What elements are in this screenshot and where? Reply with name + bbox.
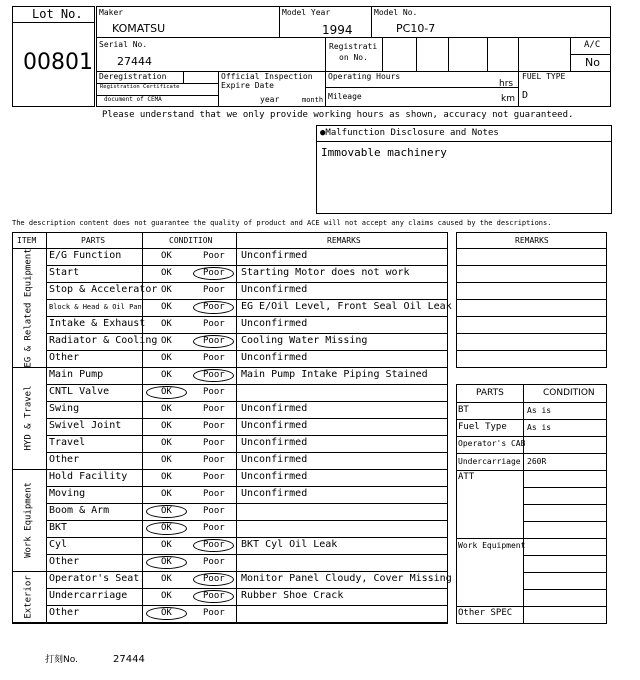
model-year-value: 1994 [322,23,353,37]
remarks-text: Main Pump Intake Piping Stained [241,369,428,380]
remarks-text: Unconfirmed [241,488,308,499]
ok-option: OK [161,302,172,312]
ac-label: A/C [584,40,601,50]
ok-option: OK [161,404,172,414]
poor-option: Poor [203,574,225,584]
stamp-value: 27444 [113,654,145,665]
disclaimer-text: The description content does not guarantee the quality of product and ACE will not accept any claims caused by the descriptions. [12,219,552,227]
part-name: Moving [49,488,86,499]
remarks-text: Monitor Panel Cloudy, Cover Missing [241,573,452,584]
ok-selected-circle [146,556,187,569]
remarks-text: Starting Motor does not work [241,267,410,278]
poor-option: Poor [203,251,225,261]
poor-option: Poor [203,472,225,482]
serial-label: Serial No. [99,40,148,49]
registration-label-1: Registrati [329,42,378,51]
inspection-label-1: Official Inspection [221,72,313,81]
ok-option: OK [161,506,172,516]
part-name: Boom & Arm [49,505,110,516]
poor-option: Poor [203,404,225,414]
right-condition-undercarriage: 260R [527,457,547,466]
ok-option: OK [161,421,172,431]
right-condition-bt: As is [527,406,552,415]
remarks-text: Unconfirmed [241,250,308,261]
model-no-value: PC10-7 [396,22,436,35]
ok-option: OK [161,472,172,482]
remarks-text: EG E/Oil Level, Front Seal Oil Leak [241,301,452,312]
part-name: E/G Function [49,250,122,261]
year-label: year [260,95,280,104]
part-name: Other [49,352,80,363]
ok-option: OK [161,455,172,465]
header-remarks: REMARKS [327,236,361,245]
cema-label: document of CEMA [104,96,162,103]
poor-option: Poor [203,438,225,448]
ok-selected-circle [146,386,187,399]
ok-option: OK [161,370,172,380]
group-label: Exterior [23,574,34,619]
part-name: Other [49,556,80,567]
poor-selected-circle [193,267,234,280]
fuel-type-label: FUEL TYPE [522,72,566,81]
part-name: Cyl [49,539,68,550]
poor-selected-circle [193,539,234,552]
poor-option: Poor [203,591,225,601]
serial-value: 27444 [117,55,152,68]
poor-option: Poor [203,387,225,397]
ok-option: OK [161,353,172,363]
remarks-text: Unconfirmed [241,437,308,448]
poor-selected-circle [193,369,234,382]
right-condition-fuel-type: As is [527,423,552,432]
poor-selected-circle [193,335,234,348]
right-parts-header: PARTS [476,388,504,398]
malfunction-text: Immovable machinery [321,146,447,159]
poor-option: Poor [203,557,225,567]
right-work-equipment-label: Work Equipment [458,541,526,550]
ok-option: OK [161,523,172,533]
part-name: Swing [49,403,80,414]
part-name: Swivel Joint [49,420,122,431]
registration-certificate-label: Registration Certificate [100,84,180,90]
remarks-text: Cooling Water Missing [241,335,368,346]
inspection-label-2: Expire Date [221,81,274,90]
fuel-type-value: D [522,90,529,101]
remarks-text: Unconfirmed [241,454,308,465]
maker-label: Maker [99,8,124,17]
part-name: Start [49,267,80,278]
remarks-text: Unconfirmed [241,403,308,414]
group-label: HYD & Travel [23,385,34,451]
part-name: Main Pump [49,369,104,380]
part-name: Undercarriage [49,590,128,601]
mileage-label: Mileage [328,92,362,101]
poor-option: Poor [203,268,225,278]
ok-option: OK [161,574,172,584]
ok-option: OK [161,540,172,550]
hrs-label: hrs [499,79,514,89]
registration-label-2: on No. [339,53,368,62]
ok-option: OK [161,489,172,499]
poor-option: Poor [203,455,225,465]
part-name: Block & Head & Oil Pan [49,303,142,311]
right-part-undercarriage: Undercarriage [458,457,521,466]
part-name: Intake & Exhaust [49,318,146,329]
ok-selected-circle [146,522,187,535]
part-name: Hold Facility [49,471,128,482]
remarks-text: Unconfirmed [241,284,308,295]
model-year-label: Model Year [282,8,331,17]
right-part-operator-cab: Operator's CAB [458,439,526,448]
part-name: Travel [49,437,86,448]
remarks-text: Unconfirmed [241,420,308,431]
maker-value: KOMATSU [112,22,166,35]
ok-option: OK [161,336,172,346]
notice-text: Please understand that we only provide working hours as shown, accuracy not guaranteed. [102,110,574,120]
poor-option: Poor [203,285,225,295]
stamp-label: 打刻No. [45,655,78,665]
remarks-text: Unconfirmed [241,318,308,329]
deregistration-label: Deregistration [99,72,167,81]
poor-option: Poor [203,370,225,380]
malfunction-box [316,125,612,214]
poor-selected-circle [193,590,234,603]
poor-option: Poor [203,353,225,363]
right-other-spec-label: Other SPEC [458,608,513,618]
right-part-fuel-type: Fuel Type [458,422,507,432]
ok-option: OK [161,251,172,261]
part-name: Operator's Seat [49,573,140,584]
ok-selected-circle [146,607,187,620]
right-remarks-box [456,232,607,368]
lot-label: Lot No. [32,7,83,21]
poor-option: Poor [203,540,225,550]
ok-option: OK [161,285,172,295]
km-label: km [501,94,515,104]
poor-option: Poor [203,319,225,329]
month-label: month [302,96,324,104]
part-name: BKT [49,522,68,533]
ok-option: OK [161,591,172,601]
remarks-text: Rubber Shoe Crack [241,590,344,601]
ok-selected-circle [146,505,187,518]
part-name: Radiator & Cooling [49,335,158,346]
remarks-text: BKT Cyl Oil Leak [241,539,338,550]
part-name: Other [49,454,80,465]
malfunction-title: ●Malfunction Disclosure and Notes [320,128,499,138]
ok-option: OK [161,268,172,278]
group-label: EG & Related Equipment [23,247,34,368]
poor-option: Poor [203,421,225,431]
poor-option: Poor [203,506,225,516]
poor-option: Poor [203,523,225,533]
poor-option: Poor [203,302,225,312]
remarks-text: Unconfirmed [241,471,308,482]
ok-option: OK [161,319,172,329]
poor-option: Poor [203,336,225,346]
header-parts: PARTS [81,236,106,245]
right-remarks-header: REMARKS [515,236,549,245]
header-item: ITEM [17,236,37,245]
poor-option: Poor [203,489,225,499]
ok-option: OK [161,387,172,397]
part-name: Other [49,607,80,618]
part-name: CNTL Valve [49,386,110,397]
poor-selected-circle [193,573,234,586]
row-divider [12,622,448,623]
ac-value: No [585,56,600,69]
group-label: Work Equipment [23,482,34,558]
lot-number: 00801 [23,50,93,75]
ok-option: OK [161,438,172,448]
ok-option: OK [161,557,172,567]
ok-option: OK [161,608,172,618]
remarks-text: Unconfirmed [241,352,308,363]
right-part-bt: BT [458,405,469,415]
poor-selected-circle [193,301,234,314]
table-row [0,367,640,384]
model-no-label: Model No. [374,8,418,17]
part-name: Stop & Accelerator [49,284,158,295]
operating-hours-label: Operating Hours [328,72,401,81]
header-condition: CONDITION [169,236,213,245]
right-condition-header: CONDITION [543,388,595,398]
poor-option: Poor [203,608,225,618]
right-att-label: ATT [458,472,475,482]
